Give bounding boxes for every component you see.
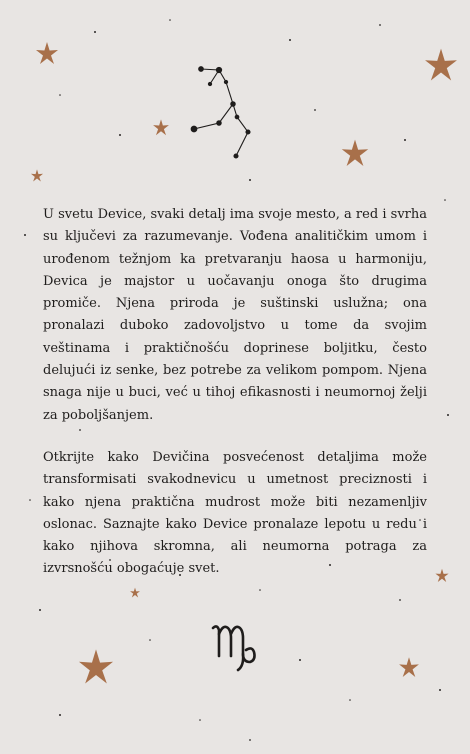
star-icon <box>36 42 58 64</box>
star-icon <box>425 49 457 81</box>
star-icon <box>342 140 368 166</box>
star-icon <box>435 569 448 582</box>
virgo-constellation-icon <box>191 67 250 158</box>
star-icon <box>31 169 43 181</box>
star-icon <box>399 657 419 677</box>
description-text <box>43 204 427 601</box>
paragraph-outro: Otkrijte kako Devičina posvećenost detaljima može transformisati svakodnevicu u umetnost preciznosti i kako njena praktična mudrost može biti nezamenljiv oslonac. Saznajte kako Device pronalaze lepotu u redu i kako njihova skromna, ali neumorna potraga za izvrsnošću obogaćuje svet. <box>43 449 427 577</box>
star-icon <box>79 649 113 683</box>
virgo-sign-icon <box>208 616 268 672</box>
star-icon <box>153 119 169 135</box>
paragraph-intro: U svetu Device, svaki detalj ima svoje mesto, a red i svrha su ključevi za razumevanje. Vođena analitičkim umom i urođenom težnjom ka pretvaranju haosa u harmoniju, Devica je majstor u uočavanju onoga što drugima promiče. Njena priroda je suštinski uslužna; ona pronalazi duboko zadovoljstvo u tome da svojim veštinama i praktičnošću doprinese boljitku, često delujući iz senke, bez potrebe za velikom pompom. Njena snaga nije u buci, već u tihoj efikasnosti i neumornoj želji za poboljšanjem. <box>43 207 427 423</box>
